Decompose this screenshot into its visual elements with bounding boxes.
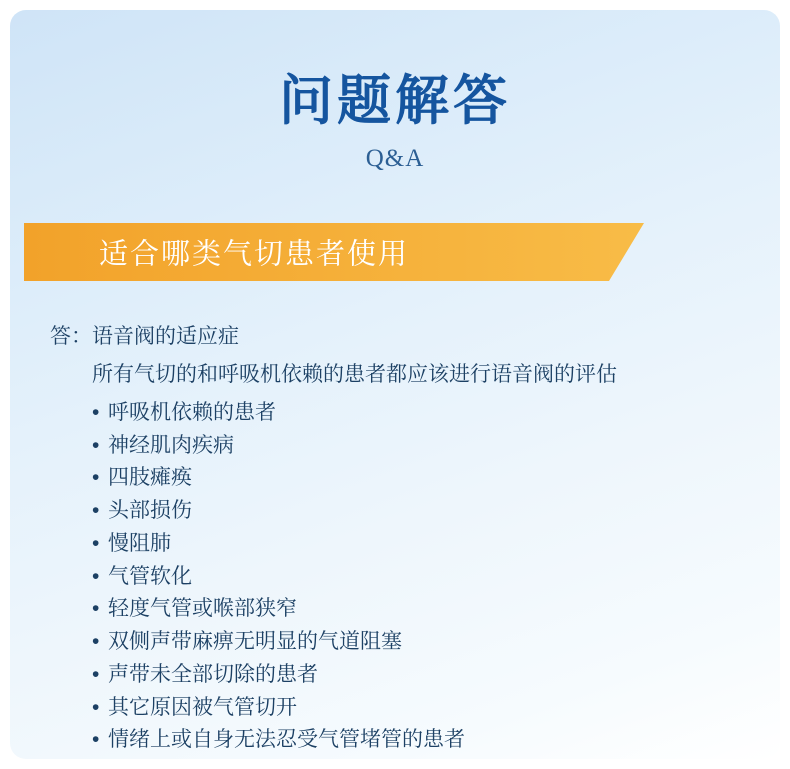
bullet-dot-icon: • xyxy=(92,466,100,490)
bullet-dot-icon: • xyxy=(92,433,100,457)
indication-list xyxy=(92,397,760,757)
list-item xyxy=(92,528,760,561)
answer-block xyxy=(50,322,760,757)
list-item-label: 头部损伤 xyxy=(108,499,192,523)
list-item xyxy=(92,397,760,430)
list-item xyxy=(92,430,760,463)
answer-prefix: 答：语音阀的适应症 xyxy=(50,325,239,348)
list-item xyxy=(92,561,760,594)
list-item-label: 情绪上或自身无法忍受气管堵管的患者 xyxy=(108,728,465,752)
list-item xyxy=(92,659,760,692)
page-title: 问题解答 xyxy=(279,71,511,131)
list-item-label: 呼吸机依赖的患者 xyxy=(108,400,276,424)
list-item xyxy=(92,593,760,626)
section-banner-label: 适合哪类气切患者使用 xyxy=(99,238,410,271)
bullet-dot-icon: • xyxy=(92,499,100,523)
list-item-label: 双侧声带麻痹无明显的气道阻塞 xyxy=(108,630,402,654)
list-item-label: 其它原因被气管切开 xyxy=(108,695,297,719)
list-item xyxy=(92,462,760,495)
list-item-label: 慢阻肺 xyxy=(108,531,171,555)
list-item-label: 气管软化 xyxy=(108,564,192,588)
section-banner xyxy=(24,223,644,281)
bullet-dot-icon: • xyxy=(92,564,100,588)
list-item xyxy=(92,724,760,757)
title-block xyxy=(10,72,780,173)
answer-subtitle: 所有气切的和呼吸机依赖的患者都应该进行语音阀的评估 xyxy=(92,363,617,387)
bullet-dot-icon: • xyxy=(92,662,100,686)
list-item-label: 神经肌肉疾病 xyxy=(108,433,234,457)
list-item-label: 声带未全部切除的患者 xyxy=(108,662,318,686)
bullet-dot-icon: • xyxy=(92,695,100,719)
bullet-dot-icon: • xyxy=(92,400,100,424)
bullet-dot-icon: • xyxy=(92,597,100,621)
list-item-label: 轻度气管或喉部狭窄 xyxy=(108,597,297,621)
bullet-dot-icon: • xyxy=(92,630,100,654)
page-subtitle: Q&A xyxy=(365,145,425,173)
list-item xyxy=(92,692,760,725)
list-item xyxy=(92,626,760,659)
bullet-dot-icon: • xyxy=(92,531,100,555)
qa-card xyxy=(10,10,780,759)
list-item-label: 四肢瘫痪 xyxy=(108,466,192,490)
bullet-dot-icon: • xyxy=(92,728,100,752)
list-item xyxy=(92,495,760,528)
